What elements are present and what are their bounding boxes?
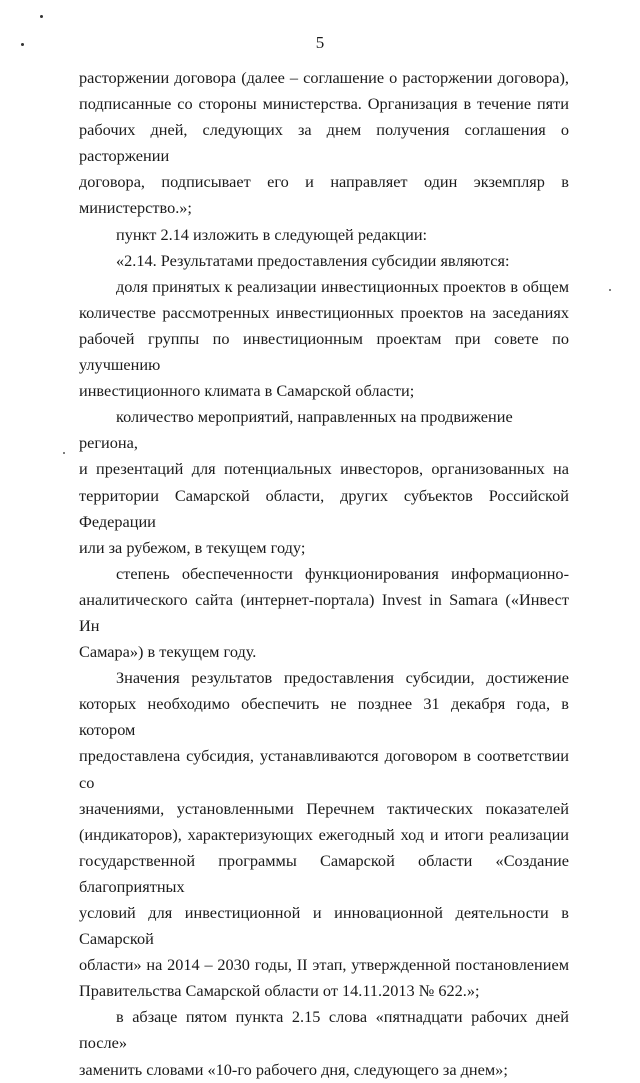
scan-speck	[40, 15, 43, 18]
text-line: количестве рассмотренных инвестиционных проектов на заседаниях	[79, 302, 569, 322]
text-line: степень обеспеченности функционирования информационно-	[116, 563, 569, 583]
text-line: условий для инвестиционной и инновационной деятельности в Самарской	[79, 903, 569, 949]
text-line: пункт 2.14 изложить в следующей редакции:	[116, 224, 428, 244]
scan-speck	[609, 289, 611, 291]
text-line: Самара») в текущем году.	[79, 642, 257, 662]
text-line: аналитического сайта (интернет-портала) Invest in Samara («Инвест Ин	[79, 589, 569, 635]
text-line: заменить словами «10-го рабочего дня, следующего за днем»;	[79, 1059, 508, 1079]
text-line: подписанные со стороны министерства. Организация в течение пяти	[79, 94, 569, 114]
text-line: рабочей группы по инвестиционным проектам при совете по улучшению	[79, 328, 569, 375]
text-line: «2.14. Результатами предоставления субсидии являются:	[116, 250, 510, 270]
text-line: значениями, установленными Перечнем тактических показателей	[79, 798, 569, 818]
scan-speck	[63, 452, 65, 454]
text-line: области» на 2014 – 2030 годы, II этап, утвержденной постановлением	[79, 955, 569, 975]
text-line: Правительства Самарской области от 14.11.2013 № 622.»;	[79, 981, 480, 1001]
text-line: расторжении договора (далее – соглашение о расторжении договора),	[79, 68, 569, 87]
text-line: территории Самарской области, других субъектов Российской Федерации	[79, 485, 569, 531]
text-line: доля принятых к реализации инвестиционных проектов в общем	[116, 276, 569, 296]
text-line: государственной программы Самарской области «Создание благоприятных	[79, 850, 569, 896]
text-line: рабочих дней, следующих за днем получения соглашения о расторжении	[79, 120, 569, 166]
text-line: предоставлена субсидия, устанавливаются договором в соответствии со	[79, 746, 569, 792]
text-line: и презентаций для потенциальных инвесторов, организованных на	[79, 459, 569, 479]
text-line: или за рубежом, в текущем году;	[79, 537, 306, 557]
page-number: 5	[315, 33, 325, 52]
text-line: договора, подписывает его и направляет один экземпляр в министерство.»;	[79, 172, 569, 218]
text-line: в абзаце пятом пункта 2.15 слова «пятнадцати рабочих дней после»	[79, 1007, 569, 1053]
text-line: (индикаторов), характеризующих ежегодный ход и итоги реализации	[79, 824, 569, 844]
text-line: количество мероприятий, направленных на продвижение региона,	[79, 407, 513, 453]
text-line: инвестиционного климата в Самарской области;	[79, 381, 415, 401]
text-line: которых необходимо обеспечить не позднее 31 декабря года, в котором	[79, 694, 569, 740]
document-body	[79, 65, 569, 1083]
text-line: Значения результатов предоставления субсидии, достижение	[116, 668, 569, 688]
